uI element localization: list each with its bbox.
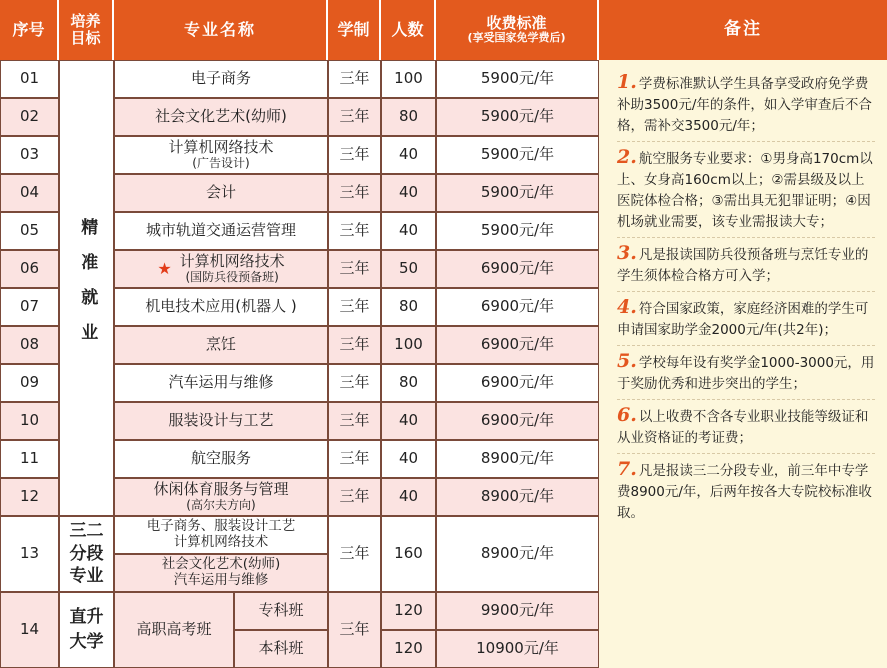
table-cell-no: 04 (0, 174, 59, 212)
note-item (617, 459, 875, 524)
row13-no: 13 (0, 516, 59, 592)
major-label-stack (191, 450, 251, 467)
table-cell-years: 三年 (328, 136, 381, 174)
table-cell-years: 三年 (328, 60, 381, 98)
table-cell-years: 三年 (328, 98, 381, 136)
note-text: 学校每年设有奖学金1000-3000元，用于奖励优秀和进步突出的学生； (617, 355, 875, 392)
table-cell-count: 40 (381, 212, 436, 250)
note-number: 1. (617, 71, 637, 93)
major-name: 航空服务 (190, 449, 251, 468)
row13-major-b1: 社会文化艺术(幼师) (161, 556, 281, 573)
table-cell-fee: 5900元/年 (436, 60, 599, 98)
table-cell-fee: 5900元/年 (436, 212, 599, 250)
table-cell-fee: 6900元/年 (436, 364, 599, 402)
header-seq: 序号 (0, 0, 59, 60)
table-cell-no: 02 (0, 98, 59, 136)
row14-years: 三年 (328, 592, 381, 668)
row13-count: 160 (381, 516, 436, 592)
major-subtitle: (广告设计) (192, 155, 250, 170)
table-cell-fee: 8900元/年 (436, 440, 599, 478)
major-label-stack (168, 374, 273, 391)
table-cell-count: 50 (381, 250, 436, 288)
major-name: 汽车运用与维修 (168, 373, 274, 392)
note-text: 凡是报读三二分段专业，前三年中专学费8900元/年，后两年按各大专院校标准收取。 (617, 463, 872, 521)
note-number: 5. (617, 350, 637, 372)
note-number: 3. (617, 242, 637, 264)
table-cell-no: 01 (0, 60, 59, 98)
note-item (617, 351, 875, 395)
table-cell-fee: 6900元/年 (436, 402, 599, 440)
major-name: 会计 (205, 183, 236, 202)
major-name: 城市轨道交通运营管理 (145, 221, 296, 240)
major-name: 电子商务 (190, 69, 251, 88)
note-divider (617, 399, 875, 400)
major-name: 烹饪 (205, 335, 236, 354)
table-cell-years: 三年 (328, 212, 381, 250)
table-cell-major (114, 402, 328, 440)
major-label-stack (206, 184, 236, 201)
table-cell-count: 100 (381, 60, 436, 98)
row14-fee-a: 9900元/年 (436, 592, 599, 630)
note-number: 6. (617, 404, 637, 426)
table-cell-no: 10 (0, 402, 59, 440)
table-cell-no: 05 (0, 212, 59, 250)
group-direct-university (59, 592, 114, 668)
table-cell-no: 11 (0, 440, 59, 478)
major-label-stack (191, 70, 251, 87)
header-goal (59, 0, 114, 60)
note-item (617, 243, 875, 287)
table-cell-major (114, 288, 328, 326)
header-goal-line2: 目标 (70, 29, 101, 47)
row14-count-b: 120 (381, 630, 436, 668)
note-divider (617, 237, 875, 238)
row13-major-b (114, 554, 328, 592)
header-goal-line1: 培养 (70, 11, 101, 30)
table-cell-major (114, 364, 328, 402)
row13-major-b2: 汽车运用与维修 (173, 572, 269, 588)
table-cell-count: 40 (381, 440, 436, 478)
header-fee-title: 收费标准 (486, 14, 547, 33)
table-cell-years: 三年 (328, 478, 381, 516)
note-item (617, 72, 875, 137)
header-fee-sub: (享受国家免学费后) (467, 31, 566, 45)
table-cell-major (114, 478, 328, 516)
table-cell-major (114, 136, 328, 174)
table-cell-fee: 6900元/年 (436, 288, 599, 326)
header-fee (436, 0, 599, 60)
table-cell-count: 80 (381, 98, 436, 136)
table-cell-no: 09 (0, 364, 59, 402)
table-cell-no: 12 (0, 478, 59, 516)
major-name: 休闲体育服务与管理 (153, 480, 289, 499)
table-cell-fee: 5900元/年 (436, 98, 599, 136)
table-cell-years: 三年 (328, 440, 381, 478)
group-precise-employment (59, 60, 114, 516)
row13-major-a2: 计算机网络技术 (173, 534, 269, 550)
table-cell-count: 40 (381, 174, 436, 212)
row14-major: 高职高考班 (114, 592, 234, 668)
major-name: 计算机网络技术 (168, 138, 274, 157)
row13-major-a1: 电子商务、服装设计工艺 (146, 518, 296, 535)
group-direct-label: 直升大学 (69, 606, 104, 652)
table-cell-count: 80 (381, 288, 436, 326)
row13-fee: 8900元/年 (436, 516, 599, 592)
major-label-stack (168, 412, 273, 429)
table-cell-major (114, 174, 328, 212)
row13-years: 三年 (328, 516, 381, 592)
note-number: 2. (617, 146, 637, 168)
row14-class-a: 专科班 (234, 592, 328, 630)
major-label-stack (155, 108, 287, 125)
major-name: 机电技术应用(机器人 ) (145, 297, 297, 316)
major-label-stack (153, 481, 288, 512)
major-subtitle: (国防兵役预备班) (185, 269, 279, 284)
table-cell-no: 03 (0, 136, 59, 174)
table-cell-no: 06 (0, 250, 59, 288)
note-number: 7. (617, 458, 637, 480)
header-notes: 备注 (599, 0, 887, 60)
group-three-two (59, 516, 114, 592)
table-cell-major (114, 98, 328, 136)
table-cell-count: 40 (381, 478, 436, 516)
table-cell-years: 三年 (328, 402, 381, 440)
table-cell-major (114, 440, 328, 478)
table-cell-no: 08 (0, 326, 59, 364)
major-label-stack (145, 298, 296, 315)
note-item (617, 147, 875, 233)
row14-no: 14 (0, 592, 59, 668)
note-text: 航空服务专业要求：①男身高170cm以上、女身高160cm以上；②需县级及以上医院体检合格；③需出具无犯罪证明；④因机场就业需要，该专业需报读大专； (617, 151, 873, 230)
header-major: 专业名称 (114, 0, 328, 60)
table-cell-major (114, 60, 328, 98)
major-name: 服装设计与工艺 (168, 411, 274, 430)
major-label-stack (168, 139, 273, 170)
row14-fee-b: 10900元/年 (436, 630, 599, 668)
header-count: 人数 (381, 0, 436, 60)
row14-count-a: 120 (381, 592, 436, 630)
notes-panel (599, 60, 887, 668)
row13-major-a (114, 516, 328, 554)
star-icon: ★ (157, 258, 172, 278)
note-number: 4. (617, 296, 637, 318)
table-cell-count: 100 (381, 326, 436, 364)
major-label-stack (206, 336, 236, 353)
header-years: 学制 (328, 0, 381, 60)
table-cell-fee: 6900元/年 (436, 326, 599, 364)
group-precise-label: 精准就业 (77, 218, 98, 358)
major-name: 社会文化艺术(幼师) (155, 107, 287, 126)
table-cell-years: 三年 (328, 174, 381, 212)
major-label-stack (180, 253, 285, 284)
note-divider (617, 141, 875, 142)
table-cell-count: 40 (381, 402, 436, 440)
note-text: 学费标准默认学生具备享受政府免学费补助3500元/年的条件，如入学审查后不合格，需补交3500元/年； (617, 76, 872, 134)
table-cell-major (114, 326, 328, 364)
group-three-two-label: 三二分段专业 (69, 520, 104, 587)
table-cell-no: 07 (0, 288, 59, 326)
table-cell-count: 40 (381, 136, 436, 174)
table-cell-years: 三年 (328, 288, 381, 326)
note-divider (617, 291, 875, 292)
major-name: 计算机网络技术 (179, 252, 285, 271)
major-subtitle: (高尔夫方向) (186, 497, 256, 512)
table-cell-major (114, 250, 328, 288)
table-cell-fee: 6900元/年 (436, 250, 599, 288)
table-cell-fee: 5900元/年 (436, 174, 599, 212)
table-cell-years: 三年 (328, 326, 381, 364)
note-divider (617, 345, 875, 346)
note-divider (617, 453, 875, 454)
note-text: 凡是报读国防兵役预备班与烹饪专业的学生须体检合格方可入学； (617, 247, 869, 284)
major-label-stack (146, 222, 296, 239)
table-cell-count: 80 (381, 364, 436, 402)
note-text: 以上收费不含各专业职业技能等级证和从业资格证的考证费； (617, 409, 869, 446)
note-text: 符合国家政策，家庭经济困难的学生可申请国家助学金2000元/年(共2年)； (617, 301, 869, 338)
table-cell-years: 三年 (328, 250, 381, 288)
table-cell-fee: 8900元/年 (436, 478, 599, 516)
table-cell-major (114, 212, 328, 250)
note-item (617, 405, 875, 449)
table-cell-years: 三年 (328, 364, 381, 402)
table-cell-fee: 5900元/年 (436, 136, 599, 174)
row14-class-b: 本科班 (234, 630, 328, 668)
note-item (617, 297, 875, 341)
